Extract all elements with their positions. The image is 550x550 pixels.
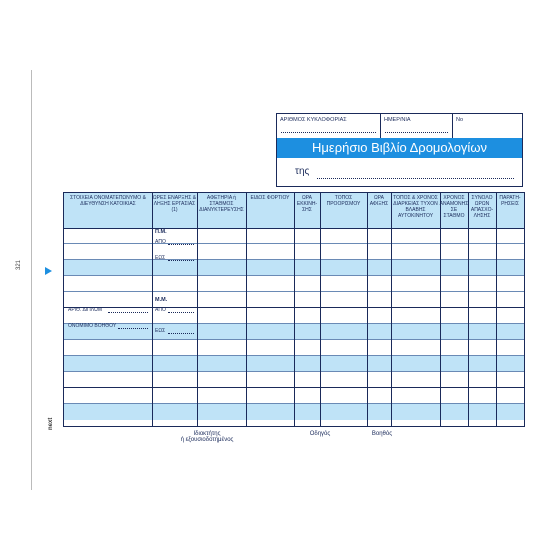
col-header-destination: ΤΟΠΟΣ ΠΡΟΟΡΙΣΜΟΥ	[326, 195, 361, 207]
owner-signature	[172, 431, 242, 443]
date-field[interactable]	[381, 114, 453, 138]
tis-label: της	[295, 166, 310, 177]
col-header-arrival-time: ΩΡΑ ΑΦΙΞΗΣ	[369, 195, 389, 207]
col-header-waiting: ΧΡΟΝΟΣ ΑΝΑΜΟΝΗΣ ΣΕ ΣΤΑΘΜΟ	[439, 195, 469, 219]
col-header-remarks: ΠΑΡΑΤΗ-ΡΗΣΕΙΣ	[499, 195, 521, 207]
number-field[interactable]	[453, 114, 522, 138]
to-label-am: ΕΩΣ	[155, 255, 166, 261]
driver-signature: Οδηγός	[309, 431, 331, 437]
owner-label: Ιδιοκτήτης	[193, 431, 221, 437]
page-number: 321	[16, 259, 22, 270]
form-title: Ημερήσιο Βιβλίο Δρομολογίων	[277, 138, 522, 158]
header-box	[276, 113, 523, 187]
route-table	[63, 192, 525, 427]
to-label-pm: ΕΩΣ	[155, 328, 166, 334]
am-label: Π.Μ.	[155, 229, 167, 235]
col-header-breakdown: ΤΟΠΟΣ & ΧΡΟΝΟΣ ΔΙΑΡΚΕΙΑΣ ΤΥΧΟΝ ΒΛΑΒΗΣ ΑΥΤΟΚΙΝΗΤΟΥ	[393, 195, 438, 219]
pm-label: Μ.Μ.	[155, 297, 168, 303]
plate-number-field[interactable]	[277, 114, 381, 138]
owner-authorized-label: ή εξουσιοδοτημένος	[180, 437, 234, 443]
col-header-start-time: ΩΡΑ ΕΚΚΙΝΗ-ΣΗΣ	[296, 195, 318, 213]
tis-field[interactable]	[317, 178, 514, 179]
number-label: No	[456, 117, 464, 123]
helper-signature: Βοηθός	[371, 431, 393, 437]
col-header-departure: ΑΦΕΤΗΡΙΑ ή ΣΤΑΘΜΟΣ ΔΙΑΝΥΚΤΕΡΕΥΣΗΣ	[199, 195, 244, 213]
col-header-details: ΣΤΟΙΧΕΙΑ ΟΝΟΜΑΤΕΠΩΝΥΜΟ & ΔΙΕΥΘΥΝΣΗ ΚΑΤΟΙΚΙΑΣ	[70, 195, 146, 207]
diploma-label: ΑΡΙΘ. ΔΙΠΛΩΜ	[68, 307, 103, 313]
from-label-pm: ΑΠΟ	[155, 307, 166, 313]
from-label-am: ΑΠΟ	[155, 239, 166, 245]
date-label: ΗΜΕΡ/ΝΙΑ	[384, 117, 411, 123]
triangle-marker-icon	[45, 267, 52, 275]
helper-name-label: ΟΝΟΜΙΜΟ ΒΟΗΘΟΥ	[68, 323, 117, 329]
left-margin-rule	[31, 70, 32, 490]
plate-number-label: ΑΡΙΘΜΟΣ ΚΥΚΛΟΦΟΡΙΑΣ	[280, 117, 347, 123]
col-header-work-hours: ΩΡΕΣ ΕΝΑΡΞΗΣ & ΛΗΞΗΣ ΕΡΓΑΣΙΑΣ (1)	[152, 195, 197, 213]
brand-logo: next	[48, 417, 54, 430]
col-header-cargo: ΕΙΔΟΣ ΦΟΡΤΙΟΥ	[250, 195, 290, 201]
col-header-total-hours: ΣΥΝΟΛΟ ΩΡΩΝ ΑΠΑΣΧΟ-ΛΗΣΗΣ	[470, 195, 494, 219]
